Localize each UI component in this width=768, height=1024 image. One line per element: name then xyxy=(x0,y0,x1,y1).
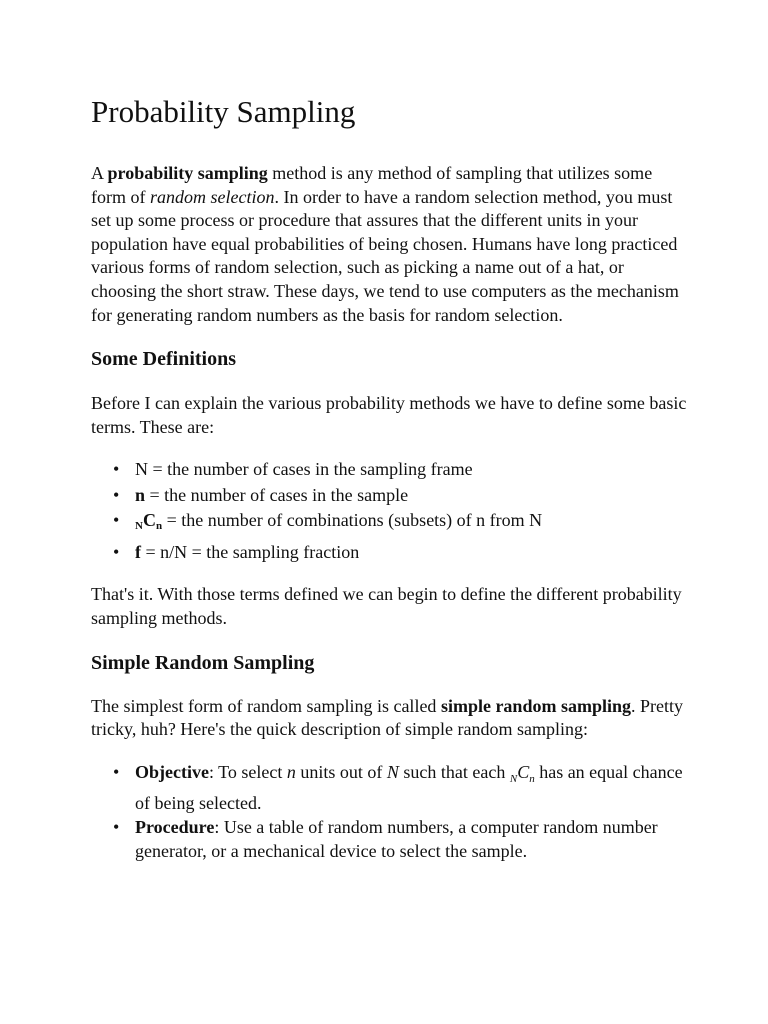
procedure-label: Procedure xyxy=(135,816,215,837)
definition-text: = the number of cases in the sample xyxy=(145,484,409,505)
intro-bold-term: probability sampling xyxy=(107,163,268,183)
objective-label: Objective xyxy=(135,761,209,782)
objective-italic: n xyxy=(286,761,296,782)
srs-bold-term: simple random sampling xyxy=(440,695,631,716)
document-page xyxy=(91,92,691,863)
bullet-icon: • xyxy=(113,510,120,531)
intro-text-2: method is any method of sampling that utilizes some form of xyxy=(91,163,653,207)
definition-text: = n/N = the sampling fraction xyxy=(141,541,360,562)
definitions-after: That's it. With those terms defined we can begin to define the different probability sampling methods. xyxy=(91,584,682,628)
objective-text: units out of xyxy=(295,761,387,782)
intro-text-3: . In order to have a random selection method, you must set up some process or procedure that assures that the different units in your population have equal probabilities of being chosen. Humans have long practiced various forms of random selection, such as picking a name out of a hat, or choosing the short straw. These days, we tend to use computers as the mechanism for generating random numbers as the basis for random selection. xyxy=(91,186,679,325)
list-item xyxy=(113,457,691,483)
bullet-icon: • xyxy=(113,541,120,562)
definition-term: C xyxy=(142,510,156,531)
objective-text: has an equal chance of being selected. xyxy=(135,761,683,813)
bullet-icon: • xyxy=(113,459,120,480)
definitions-list xyxy=(91,457,691,565)
intro-paragraph xyxy=(91,162,691,327)
objective-text: : To select xyxy=(208,761,287,782)
list-item xyxy=(113,760,691,815)
bullet-icon: • xyxy=(113,761,120,782)
definitions-lead: Before I can explain the various probability methods we have to define some basic terms. These are: xyxy=(91,393,687,437)
simple-random-heading: Simple Random Sampling xyxy=(91,651,315,674)
srs-text-2: . Pretty tricky, huh? Here's the quick description of simple random sampling: xyxy=(91,695,683,740)
definition-term: N xyxy=(135,459,148,480)
page-title: Probability Sampling xyxy=(91,94,356,129)
procedure-text: : Use a table of random numbers, a computer random number generator, or a mechanical device to select the sample. xyxy=(135,816,658,861)
list-item xyxy=(113,508,691,540)
bullet-icon: • xyxy=(113,816,120,837)
list-item xyxy=(113,815,691,863)
objective-text: such that each xyxy=(398,761,510,782)
simple-random-paragraph xyxy=(91,695,691,742)
list-item xyxy=(113,483,691,509)
definitions-heading: Some Definitions xyxy=(91,348,236,371)
definition-term-presub: N xyxy=(135,520,143,533)
srs-text-1: The simplest form of random sampling is called xyxy=(91,695,441,716)
definition-text: = the number of combinations (subsets) of n from N xyxy=(162,510,543,531)
definition-term: n xyxy=(135,484,146,505)
list-item xyxy=(113,540,691,566)
objective-sub: n xyxy=(529,772,535,785)
bullet-icon: • xyxy=(113,484,120,505)
simple-random-list xyxy=(91,760,691,863)
intro-text-1: A xyxy=(91,163,108,183)
objective-italic: C xyxy=(517,761,530,782)
definition-term: f xyxy=(135,541,141,562)
definition-term-sub: n xyxy=(155,520,163,533)
objective-presub: N xyxy=(509,772,518,785)
intro-italic-term: random selection xyxy=(149,186,275,207)
definition-text: = the number of cases in the sampling frame xyxy=(148,459,473,480)
objective-italic: N xyxy=(386,761,399,782)
